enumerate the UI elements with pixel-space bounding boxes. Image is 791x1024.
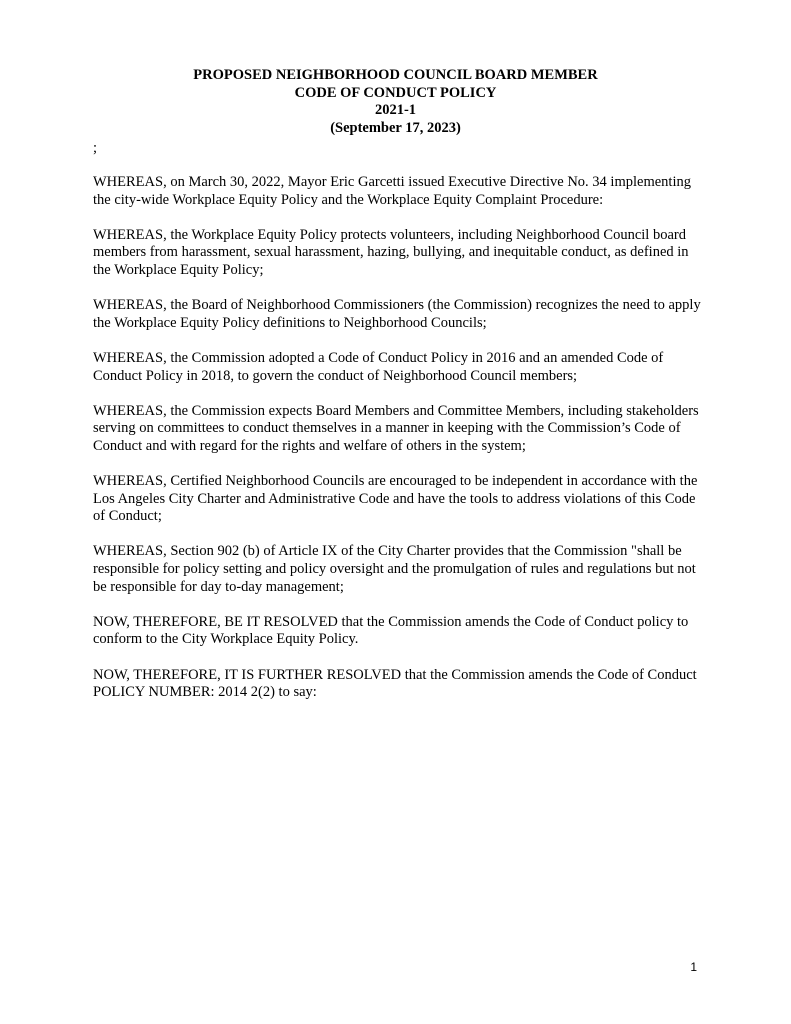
- title-line-1: PROPOSED NEIGHBORHOOD COUNCIL BOARD MEMBER: [193, 67, 598, 83]
- whereas-paragraph-7: WHEREAS, Section 902 (b) of Article IX of the City Charter provides that the Commission "shall be responsible for policy setting and policy oversight and the promulgation of rules and regulations but not be responsible for day to-day management;: [93, 543, 696, 595]
- stray-semicolon: ;: [93, 140, 98, 156]
- whereas-paragraph-4: WHEREAS, the Commission adopted a Code of Conduct Policy in 2016 and an amended Code of Conduct Policy in 2018, to govern the conduct of Neighborhood Council members;: [93, 349, 664, 384]
- resolved-paragraph-1: NOW, THEREFORE, BE IT RESOLVED that the Commission amends the Code of Conduct policy to conform to the City Workplace Equity Policy.: [93, 613, 689, 648]
- whereas-paragraph-6: WHEREAS, Certified Neighborhood Councils are encouraged to be independent in accordance with the Los Angeles City Charter and Administrative Code and have the tools to address violations of this Code of Conduct;: [93, 473, 698, 525]
- whereas-paragraph-3: WHEREAS, the Board of Neighborhood Commissioners (the Commission) recognizes the need to apply the Workplace Equity Policy definitions to Neighborhood Councils;: [93, 297, 701, 331]
- title-date: (September 17, 2023): [330, 119, 461, 136]
- document-title-block: [0, 67, 791, 137]
- resolved-paragraph-2: NOW, THEREFORE, IT IS FURTHER RESOLVED that the Commission amends the Code of Conduct POLICY NUMBER: 2014 2(2) to say:: [93, 666, 697, 701]
- whereas-paragraph-1: WHEREAS, on March 30, 2022, Mayor Eric Garcetti issued Executive Directive No. 34 implementing the city-wide Workplace Equity Policy and the Workplace Equity Complaint Procedure:: [93, 174, 691, 208]
- title-line-3: 2021-1: [374, 102, 417, 118]
- whereas-paragraph-2: WHEREAS, the Workplace Equity Policy protects volunteers, including Neighborhood Council board members from harassment, sexual harassment, hazing, bullying, and inequitable conduct, as defined in the Workplace Equity Policy;: [93, 226, 689, 278]
- title-line-2: CODE OF CONDUCT POLICY: [294, 84, 497, 101]
- document-body: [93, 174, 703, 719]
- whereas-paragraph-5: WHEREAS, the Commission expects Board Members and Committee Members, including stakeholders serving on committees to conduct themselves in a manner in keeping with the Commission’s Code of Conduct and with regard for the rights and welfare of others in the system;: [93, 402, 699, 454]
- page-number: 1: [690, 960, 697, 974]
